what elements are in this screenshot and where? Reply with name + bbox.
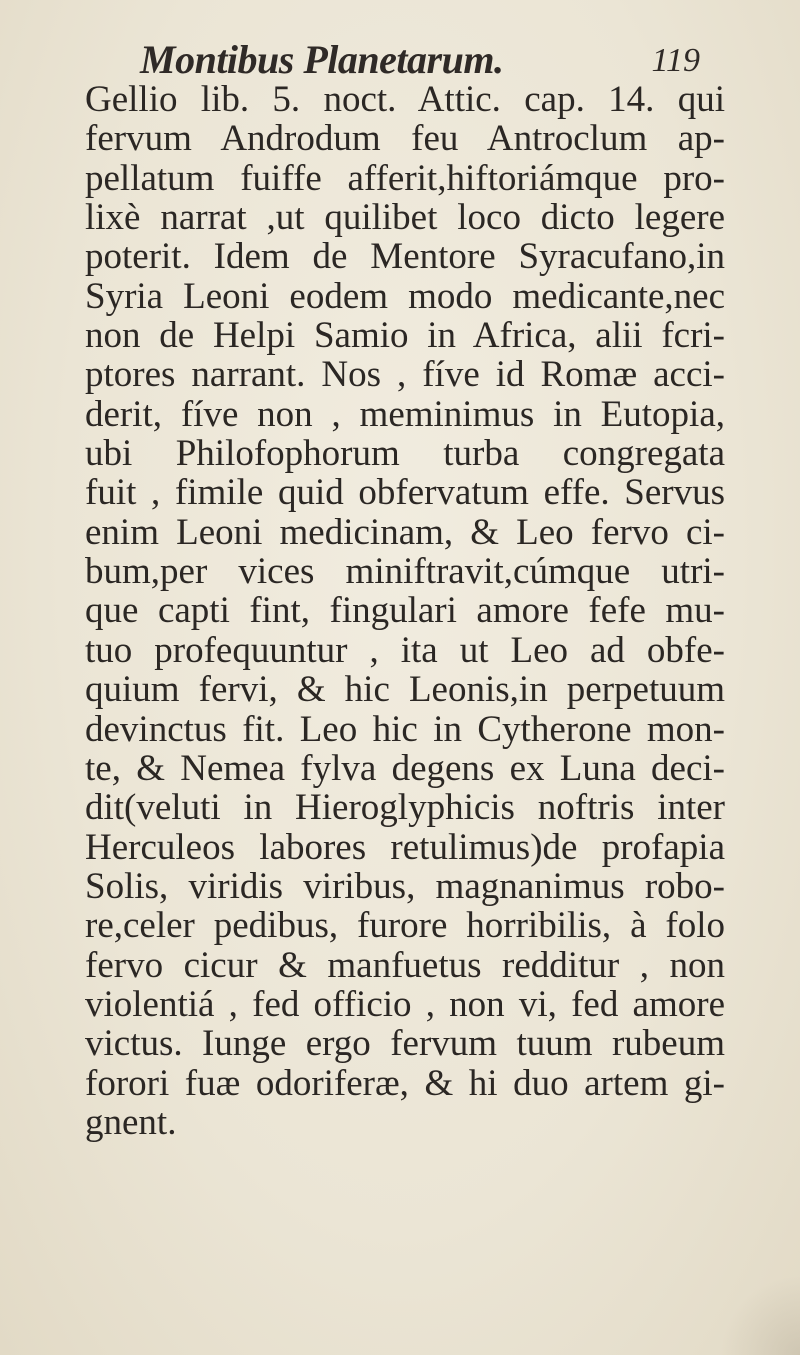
page-number: 119	[651, 42, 700, 79]
text-line: derit, fíve non , meminimus in Eutopia,	[85, 393, 725, 435]
text-line: forori fuæ odoriferæ, & hi duo artem gi-	[85, 1062, 725, 1104]
text-line: fervo cicur & manfuetus redditur , non	[85, 944, 725, 986]
paper-stain	[720, 1275, 800, 1355]
text-line: pellatum fuiffe afferit,hiftoriámque pro-	[85, 157, 725, 199]
text-line: violentiá , fed officio , non vi, fed amore	[85, 983, 725, 1025]
text-line: Gellio lib. 5. noct. Attic. cap. 14. qui	[85, 79, 725, 120]
text-line: lixè narrat ,ut quilibet loco dicto legere	[85, 197, 725, 239]
text-line: victus. Iunge ergo fervum tuum rubeum	[85, 1023, 725, 1065]
text-line: poterit. Idem de Mentore Syracufano,in	[85, 236, 725, 278]
text-line: fuit , fimile quid obfervatum effe. Servus	[85, 472, 725, 514]
body-text	[85, 80, 725, 1142]
text-line: te, & Nemea fylva degens ex Luna deci-	[85, 747, 725, 789]
text-line: non de Helpi Samio in Africa, alii fcri-	[85, 315, 725, 357]
text-line: Solis, viridis viribus, magnanimus robo-	[85, 865, 725, 907]
text-line: tuo profequuntur , ita ut Leo ad obfe-	[85, 629, 725, 671]
text-line: devinctus fit. Leo hic in Cytherone mon-	[85, 708, 725, 750]
text-line: enim Leoni medicinam, & Leo fervo ci-	[85, 511, 725, 553]
text-line: que capti fint, fingulari amore fefe mu-	[85, 590, 725, 632]
text-line: re,celer pedibus, furore horribilis, à folo	[85, 905, 725, 947]
text-line: Syria Leoni eodem modo medicante,nec	[85, 275, 725, 317]
text-line: quium fervi, & hic Leonis,in perpetuum	[85, 669, 725, 711]
text-line: ubi Philofophorum turba congregata	[85, 433, 725, 475]
text-line: fervum Androdum feu Antroclum ap-	[85, 118, 725, 160]
running-head: Montibus Planetarum.	[140, 37, 504, 82]
text-line: ptores narrant. Nos , fíve id Romæ acci-	[85, 354, 725, 396]
text-line: gnent.	[85, 1101, 177, 1143]
text-line: dit(veluti in Hieroglyphicis noftris inter	[85, 787, 725, 829]
text-line: Herculeos labores retulimus)de profapia	[85, 826, 725, 868]
text-line: bum,per vices miniftravit,cúmque utri-	[85, 551, 725, 593]
